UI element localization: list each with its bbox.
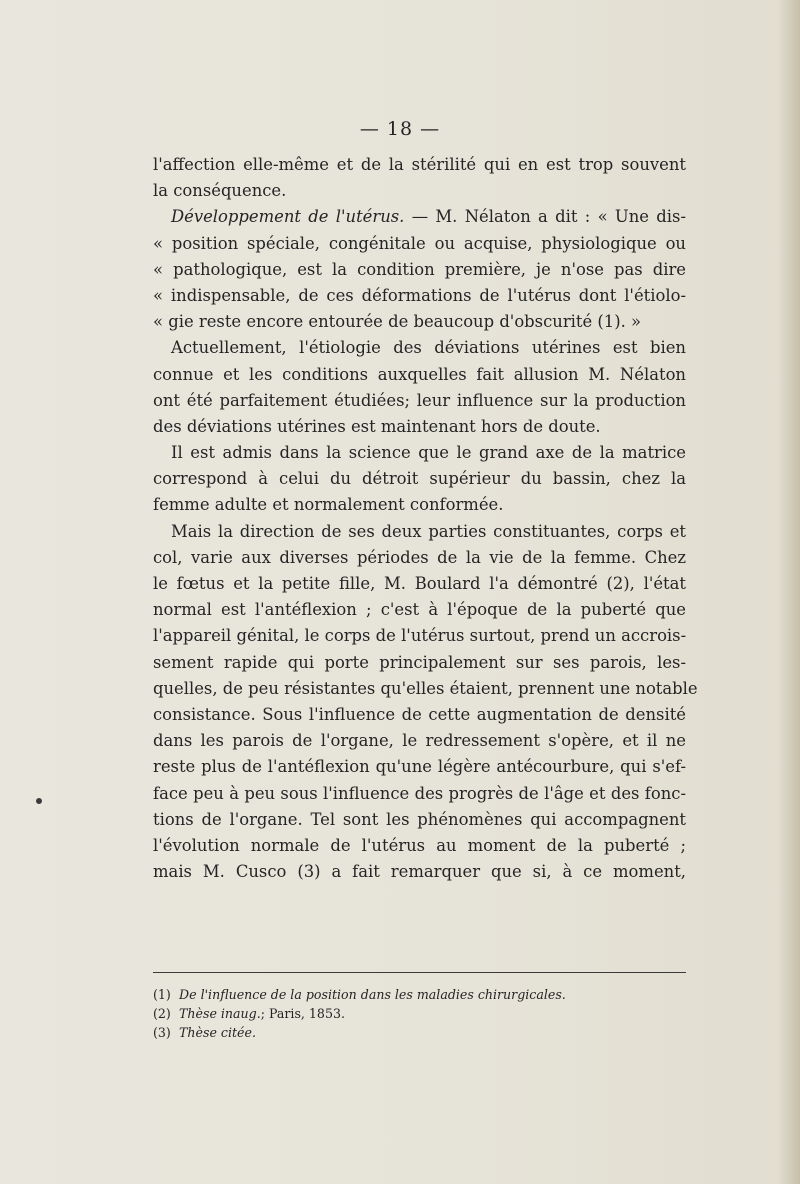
footnote-title: Thèse citée. bbox=[179, 1024, 256, 1040]
text-line: Développement de l'utérus. — M. Nélaton a dit : « Une dis- bbox=[171, 207, 686, 227]
footnote-number: (3) bbox=[153, 1024, 171, 1040]
page-edge-shadow bbox=[778, 0, 800, 1184]
text-line: l'appareil génital, le corps de l'utérus surtout, prend un accrois- bbox=[153, 626, 687, 646]
footnote-detail: ; Paris, 1853. bbox=[260, 1005, 345, 1021]
footnote bbox=[153, 1024, 686, 1043]
text-line: dans les parois de l'organe, le redressement s'opère, et il ne bbox=[153, 731, 686, 751]
text-line: l'évolution normale de l'utérus au moment de la puberté ; bbox=[153, 835, 686, 855]
text-line: consistance. Sous l'influence de cette augmentation de densité bbox=[153, 704, 686, 724]
text-line: correspond à celui du détroit supérieur du bassin, chez la bbox=[153, 469, 686, 489]
margin-mark bbox=[36, 798, 42, 804]
text-line: des déviations utérines est maintenant hors de doute. bbox=[153, 416, 601, 436]
text-line: mais M. Cusco (3) a fait remarquer que si, à ce moment, bbox=[153, 862, 686, 882]
footnote bbox=[153, 1005, 686, 1024]
text-line: ont été parfaitement étudiées; leur influence sur la production bbox=[153, 390, 686, 410]
text-line: col, varie aux diverses périodes de la vie de la femme. Chez bbox=[153, 547, 686, 567]
page-number: — 18 — bbox=[359, 118, 441, 140]
text-line: quelles, de peu résistantes qu'elles étaient, prennent une notable bbox=[153, 678, 698, 698]
footnote-number: (2) bbox=[153, 1005, 171, 1021]
text-line: « indispensable, de ces déformations de l'utérus dont l'étiolo- bbox=[153, 285, 686, 305]
section-heading: Développement de l'utérus. bbox=[171, 207, 405, 227]
text-line: Mais la direction de ses deux parties constituantes, corps et bbox=[171, 521, 686, 541]
text-line: « pathologique, est la condition première, je n'ose pas dire bbox=[153, 259, 686, 279]
text-line: femme adulte et normalement conformée. bbox=[153, 495, 504, 515]
text-line: le fœtus et la petite fille, M. Boulard l'a démontré (2), l'état bbox=[153, 574, 686, 593]
text-line: « position spéciale, congénitale ou acquise, physiologique ou bbox=[153, 233, 686, 253]
footnote-rule bbox=[153, 972, 686, 973]
text-line: tions de l'organe. Tel sont les phénomènes qui accompagnent bbox=[153, 809, 686, 829]
text-line: « gie reste encore entourée de beaucoup d'obscurité (1). » bbox=[153, 312, 642, 332]
body-text bbox=[153, 152, 698, 885]
footnote-title: De l'influence de la position dans les maladies chirurgicales bbox=[179, 987, 562, 1002]
footnote-number: (1) bbox=[153, 987, 171, 1002]
text-line: connue et les conditions auxquelles fait allusion M. Nélaton bbox=[153, 364, 686, 384]
footnote-title: Thèse inaug. bbox=[179, 1005, 261, 1021]
text-line: reste plus de l'antéflexion qu'une légère antécourbure, qui s'ef- bbox=[153, 757, 686, 777]
text-line: sement rapide qui porte principalement sur ses parois, les- bbox=[153, 652, 686, 672]
footnote bbox=[153, 986, 686, 1005]
text-line: face peu à peu sous l'influence des progrès de l'âge et des fonc- bbox=[153, 783, 686, 803]
text-line: la conséquence. bbox=[153, 181, 287, 201]
text-line: Il est admis dans la science que le grand axe de la matrice bbox=[171, 443, 686, 463]
footnote-detail: . bbox=[561, 987, 566, 1002]
text-line: Actuellement, l'étiologie des déviations utérines est bien bbox=[171, 338, 686, 358]
text-line: l'affection elle-même et de la stérilité qui en est trop souvent bbox=[153, 155, 686, 174]
footnotes bbox=[153, 986, 686, 1042]
text-line: normal est l'antéflexion ; c'est à l'époque de la puberté que bbox=[153, 600, 686, 620]
